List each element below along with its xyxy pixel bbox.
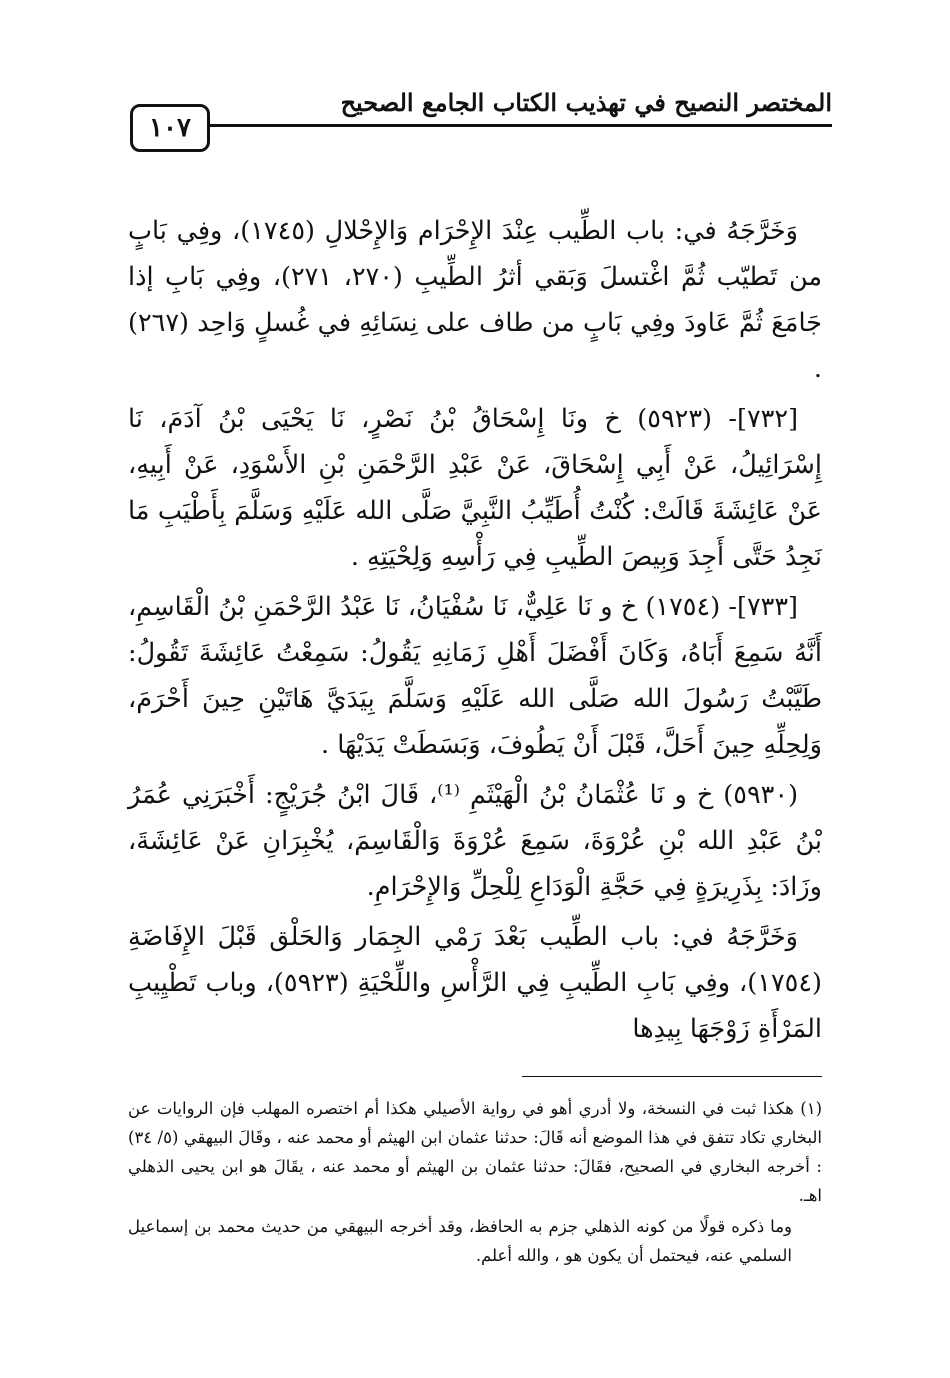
paragraph-2: [٧٣٢]- (٥٩٢٣) خ ونَا إِسْحَاقُ بْنُ نَصْرٍ، نَا يَحْيَى بْنُ آدَمَ، نَا إِسْرَائِيلُ، عَنْ أَبِي إِسْحَاقَ، عَنْ عَبْدِ الرَّحْمَنِ بْنِ الأَسْوَدِ، عَنْ أَبِيهِ، عَنْ عَائِشَةَ قَالَتْ: كُنْتُ أُطَيِّبُ النَّبِيَّ صَلَّى الله عَلَيْهِ وَسَلَّمَ بِأَطْيَبِ مَا نَجِدُ حَتَّى أَجِدَ وَبِيصَ الطِّيبِ فِي رَأْسِهِ وَلِحْيَتِهِ . [128, 404, 822, 572]
main-text [128, 208, 822, 1056]
running-title: المختصر النصيح في تهذيب الكتاب الجامع الصحيح [340, 88, 832, 117]
footnote-1-continuation: وما ذكره قولًا من كونه الذهلي جزم به الحافظ، وقد أخرجه البيهقي من حديث محمد بن إسماعيل السلمي عنه، فيحتمل أن يكون هو ، والله أعلم. [128, 1217, 792, 1265]
paragraph-3: [٧٣٣]- (١٧٥٤) خ و نَا عَلِيٌّ، نَا سُفْيَانُ، نَا عَبْدُ الرَّحْمَنِ بْنُ الْقَاسِمِ، أَنَّهُ سَمِعَ أَبَاهُ، وَكَانَ أَفْضَلَ أَهْلِ زَمَانِهِ يَقُولُ: سَمِعْتُ عَائِشَةَ تَقُولُ: طَيَّبْتُ رَسُولَ الله صَلَّى الله عَلَيْهِ وَسَلَّمَ بِيَدَيَّ هَاتَيْنِ حِينَ أَحْرَمَ، وَلِحِلِّهِ حِينَ أَحَلَّ، قَبْلَ أَنْ يَطُوفَ، وَبَسَطَتْ يَدَيْهَا . [128, 592, 822, 760]
paragraph-5: وَخَرَّجَهُ في: باب الطِّيب بَعْدَ رَمْي الجِمَار وَالحَلْق قَبْلَ الإِفَاضَةِ (١٧٥٤)، وفِي بَابِ الطِّيبِ فِي الرَّأْسِ واللِّحْيَةِ (٥٩٢٣)، وباب تَطْيِيبِ المَرْأَةِ زَوْجَهَا بِيدِها [128, 922, 822, 1044]
footnote-1: (١) هكذا ثبت في النسخة، ولا أدري أهو في رواية الأصيلي هكذا أم اختصره المهلب فإن الروايات عن البخاري تكاد تتفق في هذا الموضع أنه قَالَ: حدثنا عثمان ابن الهيثم أو محمد عنه ، وقَالَ البيهقي (٥/ ٣٤) : أخرجه البخاري في الصحيح، فقَالَ: حدثنا عثمان بن الهيثم أو محمد عنه ، يقَالَ هو ابن يحيى الذهلي اهـ. [128, 1099, 822, 1205]
paragraph-4: (٥٩٣٠) خ و نَا عُثْمَانُ بْنُ الْهَيْثَمِ ⁽¹⁾، قَالَ ابْنُ جُرَيْجٍ: أَخْبَرَنِي عُمَرُ بْنُ عَبْدِ الله بْنِ عُرْوَةَ، سَمِعَ عُرْوَةَ وَالْقَاسِمَ، يُخْبِرَانِ عَنْ عَائِشَةَ، وزَادَ: بِذَرِيرَةٍ فِي حَجَّةِ الْوَدَاعِ لِلْحِلِّ وَالإِحْرَامِ. [128, 780, 822, 902]
header-rule [210, 124, 832, 127]
footnotes [128, 1094, 822, 1272]
footnote-separator [522, 1076, 822, 1077]
page-number: ١٠٧ [130, 104, 210, 152]
paragraph-1: وَخَرَّجَهُ في: باب الطِّيب عِنْدَ الإِحْرَام وَالإِحْلالِ (١٧٤٥)، وفِي بَابٍ من تَطيّب ثُمَّ اغْتسلَ وَبَقي أثرُ الطِّيبِ (٢٧٠، ٢٧١)، وفِي بَابِ إذا جَامَعَ ثُمَّ عَاودَ وفِي بَابٍ من طاف على نِسَائِهِ في غُسلٍ وَاحِد (٢٦٧) . [128, 216, 823, 384]
